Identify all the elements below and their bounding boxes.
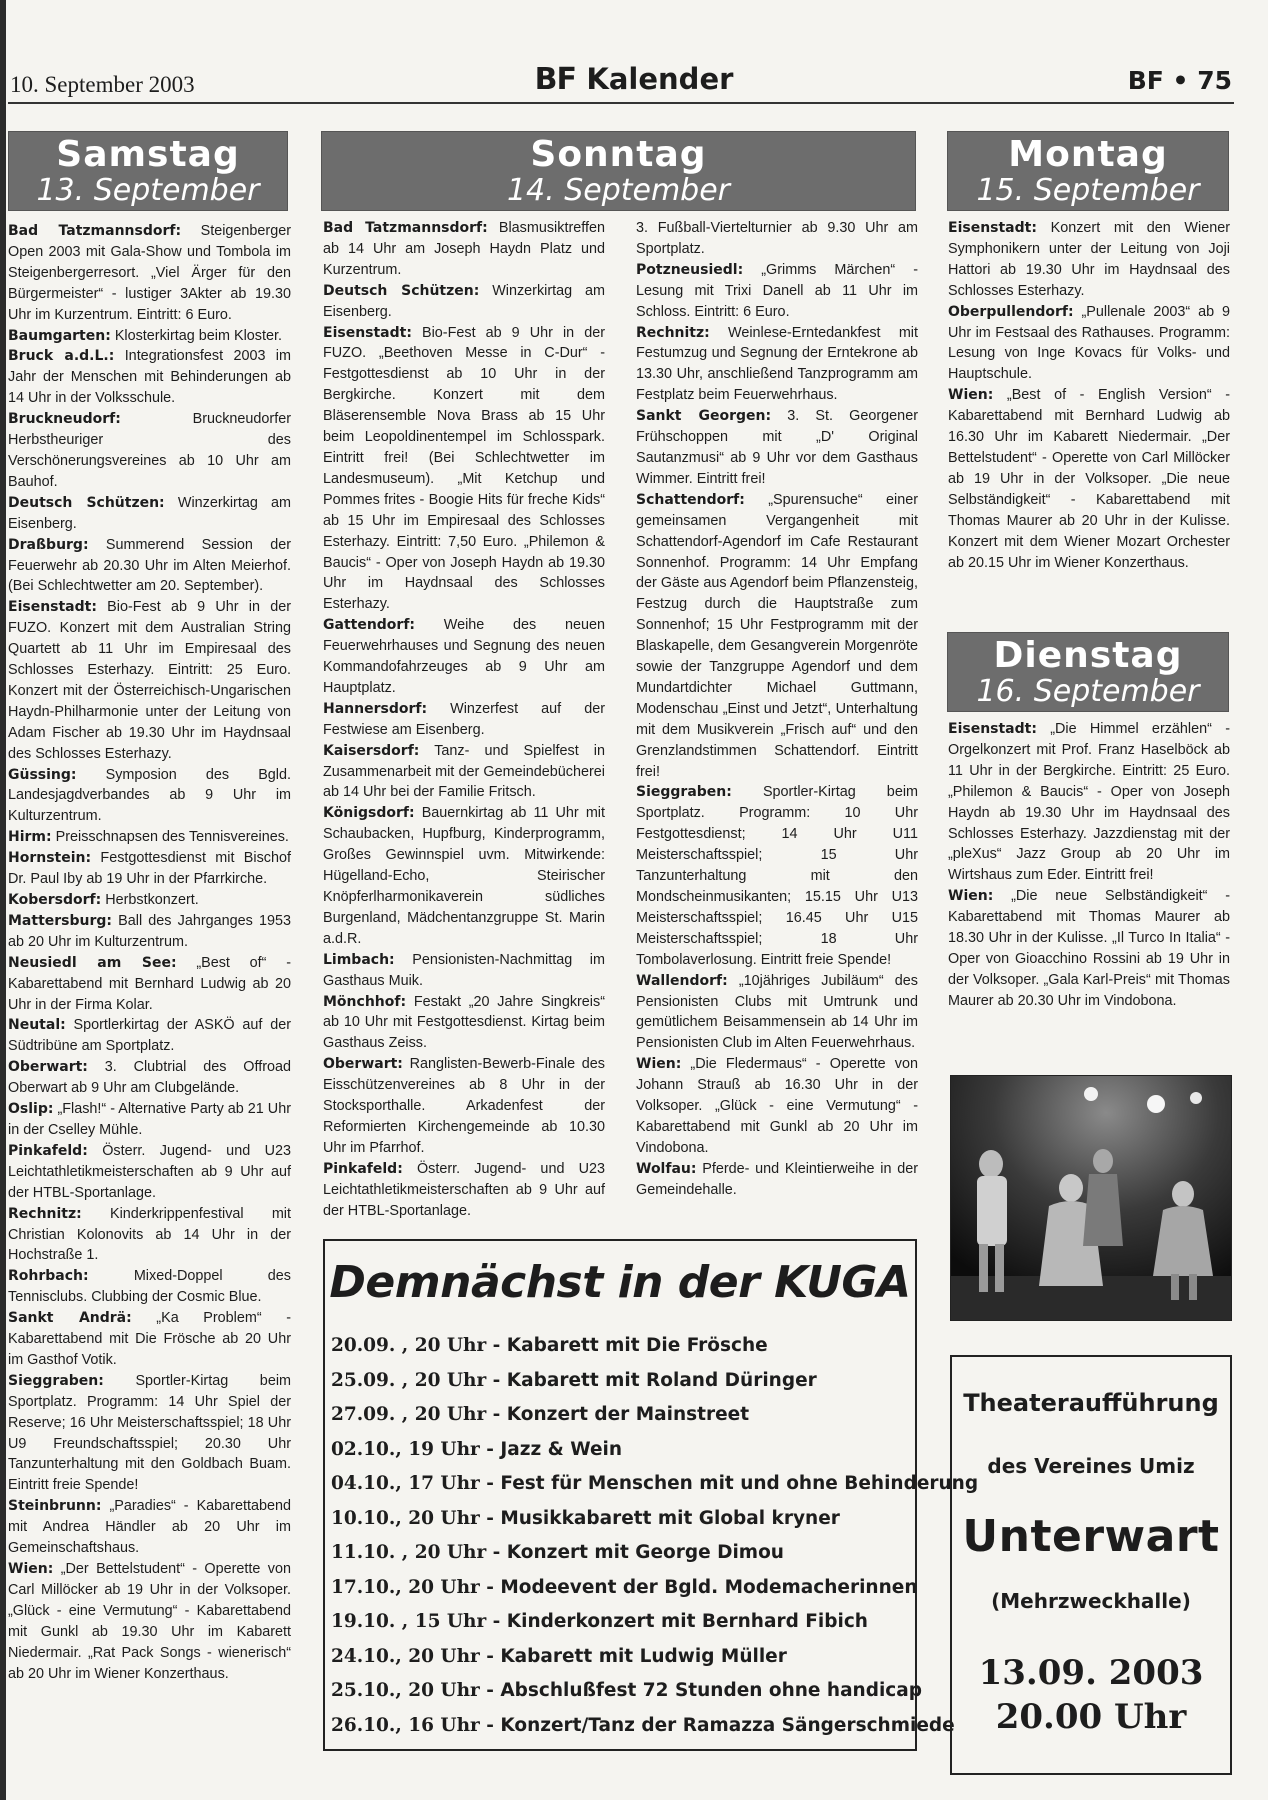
- stage-scene-image: [951, 1076, 1232, 1321]
- event-place: Sieggraben:: [8, 1372, 104, 1389]
- day-date: 14. September: [506, 173, 731, 208]
- day-date: 13. September: [36, 173, 260, 208]
- theater-venue: (Mehrzweckhalle): [991, 1589, 1191, 1613]
- event-entry: [636, 218, 918, 260]
- event-entry: [8, 1559, 291, 1684]
- event-text: Pensionisten-Nachmittag im Gasthaus Muik.: [323, 951, 605, 989]
- event-text: Pferde- und Kleintierweihe in der Gemeindehalle.: [636, 1160, 918, 1198]
- kuga-event-title: Konzert der Mainstreet: [506, 1404, 750, 1425]
- event-entry: [636, 1159, 918, 1201]
- event-text: „Best of“ - Kabarettabend mit Bernhard Ludwig ab 20 Uhr in der Firma Kolar.: [8, 954, 291, 1013]
- event-text: Konzert mit den Wiener Symphonikern unter der Leitung von Joji Hattori ab 19.30 Uhr im Haydnsaal des Schlosses Esterhazy.: [948, 220, 1230, 299]
- event-place: Oberwart:: [8, 1059, 88, 1076]
- page-number: BF • 75: [1127, 66, 1232, 95]
- event-place: Mattersburg:: [8, 912, 113, 929]
- day-name: Samstag: [56, 134, 240, 175]
- kuga-event-date: 11.10. , 20 Uhr -: [331, 1542, 501, 1563]
- event-text: Bio-Fest ab 9 Uhr in der FUZO. „Beethoven Messe in C-Dur“ - Festgottesdienst ab 10 Uhr in der Bergkirche. Konzert mit dem Bläserensemble Nova Brass ab 15 Uhr beim Leopoldinentempel im Schlosspark. Eintritt frei! (Bei Schlechtwetter im Landesmuseum). „Mit Ketchup und Pommes frites - Boogie Hits für freche Kids“ ab 15 Uhr im Empiresaal des Schlosses Esterhazy. Eintritt: 7,50 Euro. „Philemon & Baucis“ - Oper von Joseph Haydn ab 19.30 Uhr im Haydnsaal des Schlosses Esterhazy.: [323, 324, 605, 613]
- event-place: Wien:: [8, 1561, 54, 1577]
- event-text: Symposion des Bgld. Landesjagdverbandes ab 9 Uhr im Kulturzentrum.: [8, 766, 292, 825]
- event-text: Integrationsfest 2003 im Jahr der Menschen mit Behinderungen ab 14 Uhr in der Volksschule.: [8, 348, 291, 407]
- event-text: Festgottesdienst mit Bischof Dr. Paul Iby ab 19 Uhr in der Pfarrkirche.: [8, 850, 291, 888]
- event-place: Oslip:: [8, 1101, 54, 1118]
- event-entry: [323, 218, 605, 281]
- event-entry: [8, 827, 291, 848]
- event-entry: [948, 886, 1230, 1011]
- event-entry: [8, 848, 291, 890]
- day-banner-sonntag: [321, 131, 916, 211]
- event-text: Preisschnapsen des Tennisvereines.: [55, 829, 289, 846]
- event-place: Deutsch Schützen:: [8, 494, 165, 511]
- event-entry: [8, 493, 291, 535]
- event-place: Neutal:: [8, 1017, 66, 1034]
- day-name: Dienstag: [993, 635, 1183, 676]
- event-text: Winzerfest auf der Festwiese am Eisenberg.: [323, 700, 605, 738]
- event-place: Potzneusiedl:: [636, 261, 744, 278]
- kuga-event-date: 02.10., 19 Uhr -: [331, 1438, 494, 1460]
- event-entry: [323, 803, 605, 949]
- event-text: Weihe des neuen Feuerwehrhauses und Segnung des neuen Kommandofahrzeuges ab 9 Uhr am Hauptplatz.: [323, 617, 606, 696]
- event-place: Mönchhof:: [323, 993, 407, 1010]
- event-entry: [8, 1308, 291, 1371]
- event-text: „Die Fledermaus“ - Operette von Johann Strauß ab 16.30 Uhr in der Volksoper. „Glück - eine Vermutung“ - Kabarettabend mit Gunkl ab 20 Uhr im Vindobona.: [636, 1056, 918, 1156]
- event-entry: [323, 1159, 605, 1222]
- event-place: Hornstein:: [8, 850, 92, 867]
- event-entry: [8, 409, 291, 493]
- kuga-title: Demnächst in der KUGA: [329, 1257, 911, 1308]
- event-entry: [323, 281, 605, 323]
- event-place: Pinkafeld:: [8, 1142, 88, 1159]
- event-text: Weinlese-Erntedankfest mit Festumzug und Segnung der Erntekrone ab 13.30 Uhr, anschließend Tanzprogramm am Festplatz beim Feuerwehrhaus.: [636, 324, 918, 404]
- event-text: Sportlerkirtag der ASKÖ auf der Südtribüne am Sportplatz.: [8, 1017, 291, 1055]
- event-entry: [636, 406, 918, 490]
- event-text: „Der Bettelstudent“ - Operette von Carl Millöcker ab 19 Uhr in der Volksoper. „Glück - eine Vermutung“ - Kabarettabend mit Gunkl ab 19.30 Uhr im Kabarett Niedermair. „Rat Pack Songs - wienerisch“ ab 20 Uhr im Wiener Konzerthaus.: [8, 1561, 291, 1682]
- event-place: Wolfau:: [636, 1160, 697, 1177]
- event-place: Kobersdorf:: [8, 892, 102, 908]
- day-banner-montag: [947, 131, 1229, 211]
- event-text: Tanz- und Spielfest in Zusammenarbeit mit der Gemeindebücherei ab 14 Uhr bei der Familie Fritsch.: [323, 742, 605, 801]
- kuga-event-date: 20.09. , 20 Uhr -: [331, 1335, 501, 1356]
- event-text: Sportler-Kirtag beim Sportplatz. Programm: 10 Uhr Festgottesdienst; 14 Uhr U11 Meisterschaftsspiel; 15 Uhr Tanzunterhaltung mit den Mondscheinmusikanten; 15.15 Uhr U13 Meisterschaftsspiel; 16.45 Uhr U15 Meisterschaftsspiel; 18 Uhr Tombolaverlosung. Eintritt freie Spende!: [636, 784, 919, 968]
- kuga-event-row: [331, 1364, 909, 1399]
- kuga-event-date: 26.10., 16 Uhr -: [331, 1714, 494, 1736]
- kuga-event-row: [331, 1536, 909, 1571]
- montag-events: [948, 218, 1230, 573]
- kuga-event-row: [331, 1467, 979, 1502]
- kuga-event-date: 24.10., 20 Uhr -: [331, 1645, 494, 1667]
- event-text: 3. St. Georgener Frühschoppen mit „D' Original Sautanzmusi“ ab 9 Uhr vor dem Gasthaus Wimmer. Eintritt frei!: [636, 408, 918, 487]
- event-entry: [8, 1099, 291, 1141]
- kuga-event-title: Kinderkonzert mit Bernhard Fibich: [506, 1611, 868, 1632]
- event-entry: [636, 971, 918, 1055]
- event-entry: [8, 535, 291, 598]
- event-entry: [8, 346, 291, 409]
- section-name: Kalender: [586, 62, 734, 96]
- event-place: Wien:: [948, 387, 994, 404]
- event-place: Sieggraben:: [636, 784, 732, 801]
- day-date: 16. September: [976, 674, 1200, 709]
- event-entry: [8, 221, 291, 326]
- event-entry: [948, 719, 1230, 886]
- kuga-event-date: 19.10. , 15 Uhr -: [331, 1611, 501, 1632]
- header-rule: [8, 102, 1234, 104]
- kuga-event-date: 27.09. , 20 Uhr -: [331, 1404, 501, 1425]
- event-place: Eisenstadt:: [323, 324, 412, 341]
- kuga-event-title: Kabarett mit Roland Düringer: [506, 1369, 817, 1391]
- kuga-event-row: [331, 1640, 909, 1675]
- kuga-event-date: 17.10., 20 Uhr -: [331, 1576, 494, 1598]
- event-entry: [948, 218, 1230, 302]
- event-entry: [8, 1057, 291, 1099]
- kuga-event-row: [331, 1605, 909, 1640]
- theater-photo: [950, 1075, 1232, 1321]
- event-entry: [8, 597, 291, 764]
- event-entry: [323, 741, 605, 804]
- dienstag-events: [948, 719, 1230, 1012]
- event-place: Bad Tatzmannsdorf:: [323, 220, 488, 236]
- event-entry: [8, 953, 291, 1016]
- event-text: Mixed-Doppel des Tennisclubs. Clubbing der Cosmic Blue.: [8, 1268, 291, 1306]
- event-entry: [948, 385, 1230, 573]
- event-text: Winzerkirtag am Eisenberg.: [323, 282, 605, 320]
- kuga-event-title: Fest für Menschen mit und ohne Behinderung: [500, 1473, 979, 1494]
- event-entry: [8, 1204, 291, 1267]
- day-name: Montag: [1008, 134, 1168, 175]
- event-place: Sankt Georgen:: [636, 408, 772, 425]
- event-place: Rechnitz:: [636, 324, 710, 341]
- event-place: Wien:: [636, 1056, 682, 1073]
- event-entry: [8, 1266, 291, 1308]
- event-place: Eisenstadt:: [948, 721, 1037, 737]
- theater-organizer: des Vereines Umiz: [987, 1454, 1195, 1478]
- issue-date: 10. September 2003: [10, 72, 195, 97]
- event-text: Winzerkirtag am Eisenberg.: [8, 494, 292, 532]
- kuga-announcement: [323, 1239, 979, 1751]
- event-entry: [323, 699, 605, 741]
- day-date: 15. September: [976, 173, 1200, 208]
- kuga-event-title: Konzert/Tanz der Ramazza Sängerschmiede: [500, 1714, 955, 1736]
- event-text: „Spurensuche“ einer gemeinsamen Vergangenheit mit Schattendorf-Agendorf im Cafe Restaurant Sonnenhof. Programm: 14 Uhr Empfang der Gäste aus Agendorf beim Pflanzensteig, Festzug durch die Hauptstraße zum Sonnenhof; 15 Uhr Festprogramm mit der Blaskapelle, dem Gesangverein Morgenröte sowie der Tanzgruppe Agendorf und dem Mundartdichter Michael Guttmann, Modenschau „Einst und Jetzt“, Unterhaltung mit dem Musikverein „Frisch auf“ und den Grenzlandstimmen Schattendorf. Eintritt frei!: [636, 491, 918, 780]
- event-text: Herbstkonzert.: [105, 892, 199, 908]
- kuga-event-title: Modeevent der Bgld. Modemacherinnen: [500, 1576, 918, 1598]
- event-text: „Ka Problem“ - Kabarettabend mit Die Frösche ab 20 Uhr im Gasthof Votik.: [8, 1310, 291, 1368]
- event-text: Bauernkirtag ab 11 Uhr mit Schaubacken, Hupfburg, Kinderprogramm, Großes Gewinnspiel uvm. Mitwirkende: Hügelland-Echo, Steirischer Knöpferlharmonikaverein südliches Burgenland, Mädchentanzgruppe St. Marin a.d.R.: [323, 805, 606, 947]
- kuga-event-row: [331, 1433, 909, 1468]
- event-place: Bruck a.d.L.:: [8, 348, 115, 365]
- event-text: 3. Fußball-Viertelturnier ab 9.30 Uhr am Sportplatz.: [636, 220, 918, 257]
- event-entry: [323, 950, 605, 992]
- event-entry: [323, 323, 605, 616]
- event-text: Österr. Jugend- und U23 Leichtathletikmeisterschaften ab 9 Uhr auf der HTBL-Sportanlage.: [8, 1142, 291, 1201]
- event-place: Deutsch Schützen:: [323, 282, 480, 299]
- event-place: Oberwart:: [323, 1056, 403, 1073]
- page-edge: [0, 0, 6, 1800]
- event-entry: [323, 992, 605, 1055]
- kuga-event-date: 25.09. , 20 Uhr -: [331, 1369, 501, 1391]
- event-text: „Pullenale 2003“ ab 9 Uhr im Festsaal des Rathauses. Programm: Lesung von Inge Kovacs für Volks- und Hauptschule.: [948, 303, 1231, 383]
- event-place: Draßburg:: [8, 536, 89, 553]
- event-entry: [323, 615, 605, 699]
- kuga-event-row: [331, 1709, 955, 1744]
- day-name: Sonntag: [530, 134, 707, 175]
- theater-time: 20.00 Uhr: [995, 1697, 1187, 1737]
- event-entry: [8, 911, 291, 953]
- event-place: Bruckneudorf:: [8, 411, 121, 428]
- theater-date: 13.09. 2003: [978, 1653, 1204, 1693]
- kuga-event-row: [331, 1329, 909, 1364]
- event-text: Steigenberger Open 2003 mit Gala-Show und Tombola im Steigenbergerresort. „Viel Ärger für den Bürgermeister“ - lustiger 3Akter ab 19.30 Uhr im Kurzentrum. Eintritt: 6 Euro.: [8, 223, 291, 323]
- event-place: Rohrbach:: [8, 1268, 89, 1285]
- day-banner-samstag: [8, 131, 288, 211]
- samstag-events: [8, 221, 291, 1684]
- day-banner-dienstag: [947, 632, 1229, 712]
- event-place: Rechnitz:: [8, 1205, 82, 1222]
- event-place: Schattendorf:: [636, 491, 745, 508]
- event-text: „Grimms Märchen“ - Lesung mit Trixi Danell ab 11 Uhr im Schloss. Eintritt: 6 Euro.: [636, 261, 919, 320]
- event-text: „10jähriges Jubiläum“ des Pensionisten Clubs mit Umtrunk und gemütlichem Beisammensein ab 14 Uhr im Pensionisten Club im Alten Feuerwehrhaus.: [636, 972, 919, 1052]
- event-entry: [8, 1015, 291, 1057]
- event-entry: [323, 1054, 605, 1159]
- event-text: Blasmusiktreffen ab 14 Uhr am Joseph Haydn Platz und Kurzentrum.: [323, 220, 605, 278]
- event-place: Kaisersdorf:: [323, 742, 420, 759]
- event-place: Limbach:: [323, 951, 395, 968]
- event-text: Bio-Fest ab 9 Uhr in der FUZO. Konzert mit dem Australian String Quartett ab 11 Uhr im Empiresaal des Schlosses Esterhazy. Eintritt: 25 Euro. Konzert mit der Österreichisch-Ungarischen Haydn-Philharmonie unter der Leitung von Adam Fischer ab 19.30 Uhr im Haydnsaal des Schlosses Esterhazy.: [8, 599, 291, 762]
- brand-logo: BF: [534, 62, 576, 97]
- event-text: Sportler-Kirtag beim Sportplatz. Programm: 14 Uhr Spiel der Reserve; 16 Uhr Meisterschaftsspiel; 18 Uhr U9 Freundschaftsspiel; 20.30 Uhr Tanzunterhaltung mit den Goldbach Buam. Eintritt freie Spende!: [8, 1372, 292, 1494]
- event-entry: [636, 490, 918, 783]
- event-entry: [8, 326, 291, 347]
- event-text: Klosterkirtag beim Kloster.: [114, 327, 282, 344]
- kuga-event-title: Konzert mit George Dimou: [506, 1542, 784, 1563]
- event-place: Pinkafeld:: [323, 1160, 403, 1177]
- event-place: Eisenstadt:: [8, 599, 97, 616]
- kuga-event-row: [331, 1571, 918, 1606]
- event-text: Summerend Session der Feuerwehr ab 20.30 Uhr im Alten Meierhof. (Bei Schlechtwetter am 20. September).: [8, 536, 292, 595]
- event-entry: [8, 1141, 291, 1204]
- event-entry: [636, 1054, 918, 1159]
- event-text: „Best of - English Version“ - Kabarettabend mit Bernhard Ludwig ab 16.30 Uhr im Kabarett Niedermair. „Der Bettelstudent“ - Operette von Carl Millöcker ab 19 Uhr in der Volksoper. „Die neue Selbständigkeit“ - Kabarettabend mit Thomas Maurer ab 20 Uhr in der Kulisse. Konzert mit dem Wiener Mozart Orchester ab 20.15 Uhr im Wiener Konzerthaus.: [948, 387, 1231, 571]
- event-entry: [636, 260, 918, 323]
- kuga-event-title: Musikkabarett mit Global kryner: [500, 1507, 840, 1529]
- kuga-event-date: 04.10., 17 Uhr -: [331, 1473, 494, 1494]
- kuga-event-row: [331, 1674, 922, 1709]
- kuga-event-date: 10.10., 20 Uhr -: [331, 1507, 494, 1529]
- event-place: Steinbrunn:: [8, 1498, 102, 1515]
- event-place: Bad Tatzmannsdorf:: [8, 223, 182, 239]
- event-entry: [636, 323, 918, 407]
- sonntag-events-col1: [323, 218, 605, 1222]
- sonntag-events-col2: [636, 218, 918, 1201]
- kuga-event-title: Kabarett mit Die Frösche: [506, 1335, 768, 1356]
- section-title: [0, 62, 1268, 97]
- event-text: „Paradies“ - Kabarettabend mit Andrea Händler ab 20 Uhr im Gemeinschaftshaus.: [8, 1498, 291, 1557]
- event-place: Hirm:: [8, 829, 52, 846]
- event-entry: [948, 302, 1230, 386]
- event-place: Hannersdorf:: [323, 700, 428, 717]
- event-place: Wallendorf:: [636, 972, 728, 989]
- theater-ad: [950, 1355, 1232, 1775]
- event-place: Eisenstadt:: [948, 220, 1037, 236]
- event-text: Festakt „20 Jahre Singkreis“ ab 10 Uhr mit Festgottesdienst. Kirtag beim Gasthaus Zeiss.: [323, 993, 605, 1052]
- event-text: Ranglisten-Bewerb-Finale des Eisschützenvereines ab 8 Uhr in der Stocksporthalle. Arkadenfest der Reformierten Kirchengemeinde ab 10.30 Uhr im Pfarrhof.: [323, 1056, 605, 1156]
- event-text: „Die Himmel erzählen“ - Orgelkonzert mit Prof. Franz Haselböck ab 11 Uhr in der Bergkirche. Eintritt: 25 Euro. „Philemon & Baucis“ - Oper von Joseph Haydn ab 19.30 Uhr im Haydnsaal des Schlosses Esterhazy. Jazzdienstag mit der „pleXus“ Jazz Group ab 20 Uhr im Wirtshaus zum Eder. Eintritt frei!: [948, 721, 1230, 884]
- kuga-event-title: Kabarett mit Ludwig Müller: [500, 1645, 787, 1667]
- kuga-event-row: [331, 1502, 909, 1537]
- event-text: Kinderkrippenfestival mit Christian Kolonovits ab 14 Uhr in der Hochstraße 1.: [8, 1205, 292, 1264]
- event-place: Neusiedl am See:: [8, 954, 177, 971]
- event-text: Österr. Jugend- und U23 Leichtathletikmeisterschaften ab 9 Uhr auf der HTBL-Sportanlage.: [323, 1160, 605, 1219]
- theater-place: Unterwart: [962, 1511, 1220, 1562]
- event-place: Güssing:: [8, 766, 77, 783]
- kuga-event-date: 25.10., 20 Uhr -: [331, 1680, 494, 1701]
- event-entry: [8, 765, 291, 828]
- event-entry: [636, 782, 918, 970]
- event-text: „Die neue Selbständigkeit“ - Kabarettabend mit Thomas Maurer ab 18.30 Uhr in der Kulisse. „Il Turco In Italia“ - Oper von Gioacchino Rossini ab 19 Uhr in der Volksoper. „Gala Karl-Preis“ mit Thomas Maurer ab 20.30 Uhr im Vindobona.: [948, 888, 1230, 1009]
- event-text: „Flash!“ - Alternative Party ab 21 Uhr in der Cselley Mühle.: [8, 1101, 291, 1138]
- kuga-event-title: Abschlußfest 72 Stunden ohne handicap: [500, 1680, 922, 1701]
- event-place: Wien:: [948, 888, 994, 905]
- event-text: 3. Clubtrial des Offroad Oberwart ab 9 Uhr am Clubgelände.: [8, 1059, 291, 1097]
- event-place: Gattendorf:: [323, 617, 416, 634]
- event-entry: [8, 890, 291, 911]
- event-text: Bruckneudorfer Herbstheuriger des Verschönerungsvereines ab 10 Uhr am Bauhof.: [8, 411, 291, 490]
- event-place: Sankt Andrä:: [8, 1310, 132, 1327]
- event-text: Ball des Jahrganges 1953 ab 20 Uhr im Kulturzentrum.: [8, 912, 291, 950]
- kuga-event-title: Jazz & Wein: [500, 1438, 623, 1460]
- event-place: Oberpullendorf:: [948, 303, 1074, 320]
- event-entry: [8, 1496, 291, 1559]
- event-place: Königsdorf:: [323, 805, 415, 822]
- kuga-event-list: [331, 1329, 979, 1743]
- event-entry: [8, 1371, 291, 1496]
- theater-title: Theateraufführung: [963, 1389, 1219, 1417]
- event-place: Baumgarten:: [8, 327, 111, 344]
- kuga-event-row: [331, 1398, 909, 1433]
